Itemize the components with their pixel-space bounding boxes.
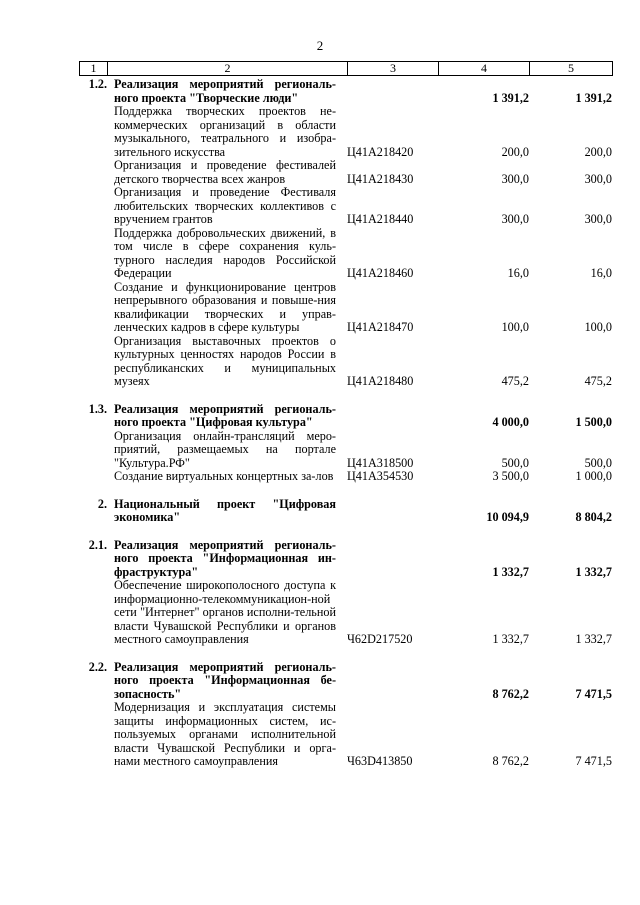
row-value-col4: 16,0 xyxy=(507,266,529,280)
section-row xyxy=(79,403,612,430)
row-number xyxy=(79,186,107,227)
row-code: Ц41А218420 xyxy=(347,144,414,159)
row-value-col5: 300,0 xyxy=(584,212,612,226)
row-number: 2.2. xyxy=(88,659,107,674)
row-value-col4: 100,0 xyxy=(501,320,529,334)
row-value-col4: 500,0 xyxy=(501,455,529,470)
row-number: 1.2. xyxy=(88,77,107,91)
row-number: 2.1. xyxy=(88,537,107,552)
row-value-col5: 16,0 xyxy=(590,266,612,280)
row-name: Реализация мероприятий региональ-ного проекта "Творческие люди" xyxy=(114,77,336,105)
table-row xyxy=(79,701,612,769)
row-name: Модернизация и эксплуатация системы защиты информационных систем, ис-пользуемых органами исполнительной власти Чувашской Республики и орга-нами местного самоуправления xyxy=(114,700,336,768)
row-number xyxy=(79,430,107,471)
page-number: 2 xyxy=(316,38,324,53)
row-value-col4: 10 094,9 xyxy=(486,510,529,524)
row-code: Ц41А218430 xyxy=(347,171,414,186)
row-name: Обеспечение широкополосного доступа к информационно-телекоммуникацион-ной сети "Интернет" органов исполни-тельной власти Чувашской Республики и органов местного самоуправления xyxy=(114,578,336,646)
column-header-row xyxy=(80,62,613,76)
row-name: Создание и функционирование центров непрерывного образования и повыше-ния квалификации творческих и управ-ленческих кадров в сфере культуры xyxy=(114,279,336,334)
row-value-col4: 4 000,0 xyxy=(492,415,529,429)
row-name: Реализация мероприятий региональ-ного проекта "Информационная бе-зопасность" xyxy=(114,659,336,701)
row-code: Ц41А218460 xyxy=(347,266,414,280)
row-name: Создание виртуальных концертных за-лов xyxy=(114,469,334,483)
row-value-col5: 100,0 xyxy=(584,320,612,334)
row-number xyxy=(79,470,107,484)
row-name: Реализация мероприятий региональ-ного проекта "Цифровая культура" xyxy=(114,401,336,429)
row-name: Поддержка творческих проектов не-коммерческих организаций в области музыкального, театрального и изобра-зительного искусства xyxy=(114,104,336,159)
row-value-col5: 1 000,0 xyxy=(575,469,612,483)
row-code xyxy=(347,78,438,105)
column-header-2: 2 xyxy=(108,62,348,76)
row-value-col5: 1 332,7 xyxy=(575,564,612,579)
row-value-col5: 475,2 xyxy=(584,374,612,388)
row-name: Организация выставочных проектов о культурных ценностях народов России в республиканских и муниципальных музеях xyxy=(114,333,336,388)
row-code xyxy=(347,498,438,525)
row-name: Организация и проведение фестивалей детского творчества всех жанров xyxy=(114,158,336,186)
row-name: Национальный проект "Цифровая экономика" xyxy=(114,496,336,524)
column-header-4: 4 xyxy=(439,62,530,76)
section-row xyxy=(79,498,612,525)
section-row xyxy=(79,661,612,702)
table-row xyxy=(79,105,612,159)
row-code: Ч63D413850 xyxy=(347,754,413,768)
row-value-col5: 500,0 xyxy=(584,455,612,470)
table-row xyxy=(79,579,612,647)
row-number xyxy=(79,227,107,281)
row-number xyxy=(79,281,107,335)
row-value-col4: 1 391,2 xyxy=(492,90,529,105)
column-header-3: 3 xyxy=(348,62,439,76)
row-name: Организация и проведение Фестиваля любительских творческих коллективов с вручением грантов xyxy=(114,185,336,226)
row-code: Ц41А218480 xyxy=(347,374,414,388)
row-number xyxy=(79,159,107,186)
row-number: 2. xyxy=(97,496,107,511)
row-value-col4: 1 332,7 xyxy=(492,632,529,646)
row-value-col5: 8 804,2 xyxy=(575,510,612,524)
table-row xyxy=(79,186,612,227)
row-value-col4: 475,2 xyxy=(501,374,529,388)
row-number: 1.3. xyxy=(88,401,107,416)
row-value-col5: 1 391,2 xyxy=(575,90,612,105)
row-name: Реализация мероприятий региональ-ного проекта "Информационная ин-фраструктура" xyxy=(114,537,336,579)
table-row xyxy=(79,430,612,471)
row-code: Ц41А354530 xyxy=(347,469,414,483)
row-number xyxy=(79,701,107,769)
column-header-table xyxy=(79,61,613,76)
row-name: Поддержка добровольческих движений, в том числе в сфере сохранения куль-турного наследия народов Российской Федерации xyxy=(114,225,336,280)
row-value-col4: 300,0 xyxy=(501,171,529,186)
table-row xyxy=(79,335,612,389)
row-value-col5: 7 471,5 xyxy=(575,686,612,701)
row-code xyxy=(347,539,438,580)
row-value-col4: 8 762,2 xyxy=(492,754,529,768)
table-row xyxy=(79,470,612,484)
column-header-1: 1 xyxy=(80,62,108,76)
row-name: Организация онлайн-трансляций меро-приятий, размещаемых на портале "Культура.РФ" xyxy=(114,428,336,470)
row-number xyxy=(79,105,107,159)
row-number xyxy=(79,335,107,389)
row-code: Ч62D217520 xyxy=(347,632,413,646)
row-value-col4: 200,0 xyxy=(501,144,529,159)
row-value-col5: 300,0 xyxy=(584,171,612,186)
row-value-col4: 8 762,2 xyxy=(492,686,529,701)
row-value-col5: 7 471,5 xyxy=(575,754,612,768)
row-code: Ц41А218470 xyxy=(347,320,414,334)
budget-table-body xyxy=(79,78,612,769)
row-number xyxy=(79,579,107,647)
row-value-col5: 200,0 xyxy=(584,144,612,159)
table-row xyxy=(79,281,612,335)
row-value-col5: 1 500,0 xyxy=(575,415,612,429)
row-code xyxy=(347,661,438,702)
section-row xyxy=(79,78,612,105)
row-code xyxy=(347,403,438,430)
row-value-col5: 1 332,7 xyxy=(575,632,612,646)
section-row xyxy=(79,539,612,580)
row-code: Ц41А318500 xyxy=(347,455,414,470)
row-value-col4: 3 500,0 xyxy=(492,469,529,483)
column-header-5: 5 xyxy=(530,62,613,76)
row-value-col4: 300,0 xyxy=(501,212,529,226)
row-code: Ц41А218440 xyxy=(347,212,414,226)
row-value-col4: 1 332,7 xyxy=(492,564,529,579)
table-row xyxy=(79,159,612,186)
table-row xyxy=(79,227,612,281)
